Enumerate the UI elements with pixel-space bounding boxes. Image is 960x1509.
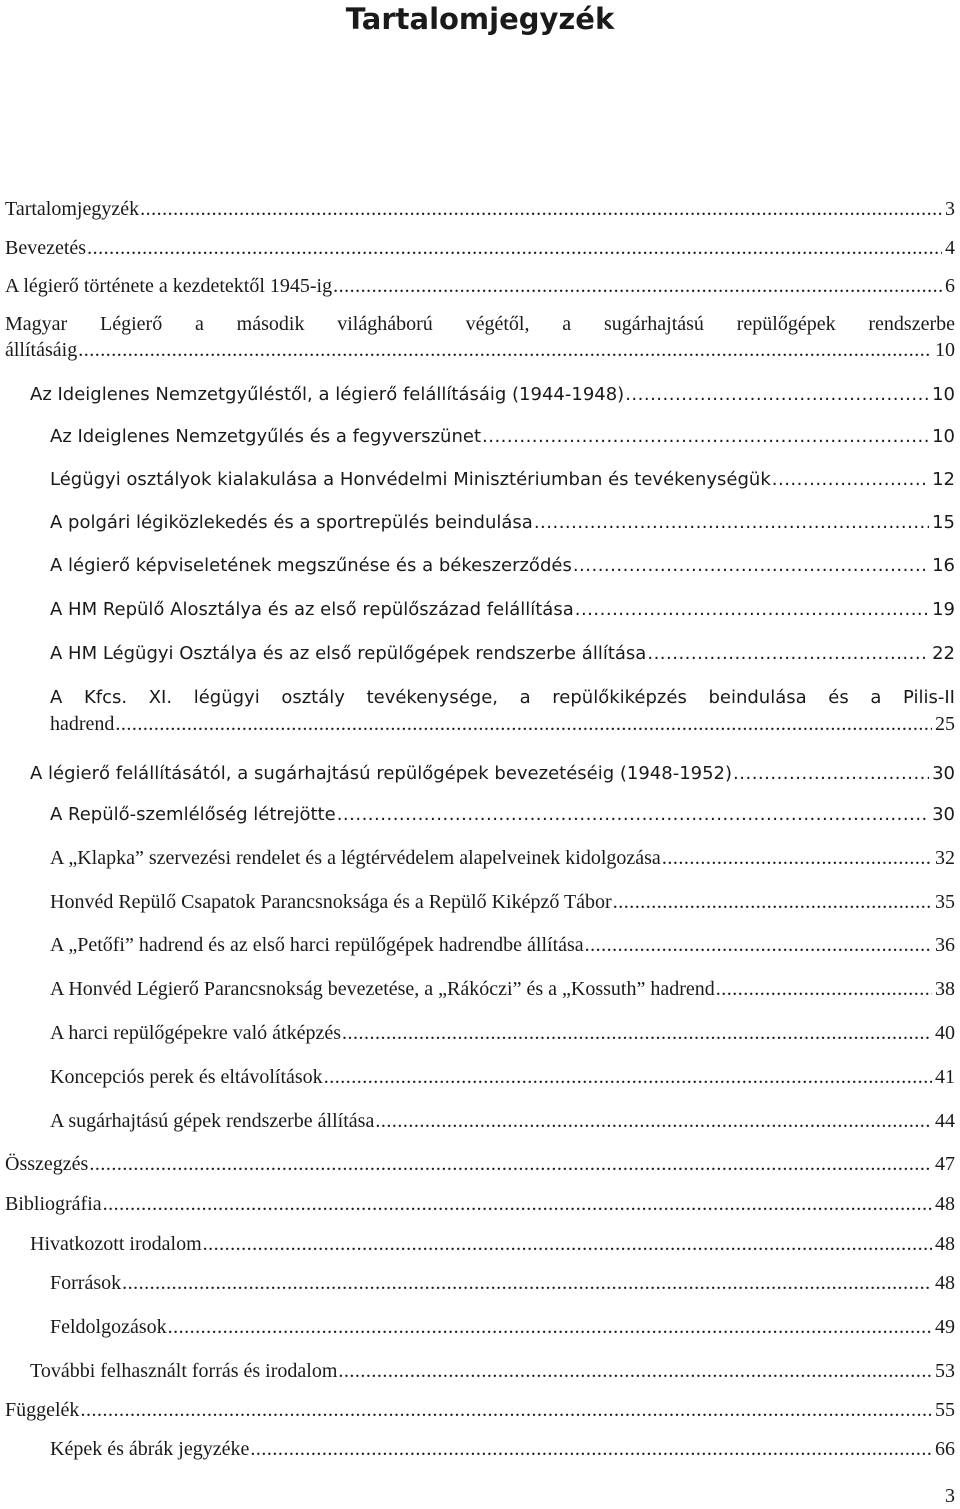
toc-entry-page: 30 xyxy=(932,763,955,784)
toc-entry-title: Honvéd Repülő Csapatok Parancsnoksága és a Repülő Kiképző Tábor xyxy=(50,891,612,913)
toc-entry[interactable] xyxy=(50,845,955,871)
toc-entry-title: A HM Repülő Alosztálya és az első repülőszázad felállítása xyxy=(50,599,574,620)
dot-leader xyxy=(733,761,929,787)
toc-entry-page: 12 xyxy=(932,469,955,490)
toc-entry-page: 35 xyxy=(935,891,955,913)
dot-leader xyxy=(338,1358,932,1384)
dot-leader xyxy=(716,976,932,1002)
toc-entry-title: A „Klapka” szervezési rendelet és a légtérvédelem alapelveinek kidolgozása xyxy=(50,847,661,869)
dot-leader xyxy=(122,1270,932,1296)
toc-entry-title: A Honvéd Légierő Parancsnokság bevezetése, a „Rákóczi” és a „Kossuth” hadrend xyxy=(50,978,715,1000)
toc-entry-title: Légügyi osztályok kialakulása a Honvédelmi Minisztériumban és tevékenységük xyxy=(50,469,771,490)
dot-leader xyxy=(78,337,932,363)
toc-entry[interactable] xyxy=(50,467,955,493)
toc-entry-page: 48 xyxy=(935,1233,955,1255)
toc-entry-page: 22 xyxy=(932,643,955,664)
toc-entry-page: 40 xyxy=(935,1022,955,1044)
dot-leader xyxy=(375,1108,932,1134)
toc-entry-page: 47 xyxy=(935,1153,955,1175)
toc-entry[interactable] xyxy=(50,685,955,737)
dot-leader xyxy=(534,510,929,536)
toc-entry-title: A légierő képviseletének megszűnése és a békeszerződés xyxy=(50,555,572,576)
toc-entry-title: Függelék xyxy=(5,1399,80,1421)
toc-entry-title: A sugárhajtású gépek rendszerbe állítása xyxy=(50,1110,375,1132)
toc-entry-title: A HM Légügyi Osztálya és az első repülőgépek rendszerbe állítása xyxy=(50,643,647,664)
dot-leader xyxy=(625,382,929,408)
toc-entry-page: 19 xyxy=(932,599,955,620)
toc-entry-page: 30 xyxy=(932,804,955,825)
toc-entry-title: Összegzés xyxy=(5,1153,89,1175)
dot-leader xyxy=(613,889,932,915)
toc-entry-title: hadrend xyxy=(50,713,115,735)
dot-leader xyxy=(115,711,932,737)
toc-entry-page: 10 xyxy=(932,384,955,405)
toc-entry[interactable] xyxy=(50,889,955,915)
toc-entry-title-line1: Magyar Légierő a második világháború végétől, a sugárhajtású repülőgépek rendszerbe xyxy=(5,313,955,335)
toc-entry[interactable] xyxy=(5,235,955,261)
toc-entry-title: Feldolgozások xyxy=(50,1316,167,1338)
toc-entry-page: 25 xyxy=(935,713,955,735)
toc-entry-title: Tartalomjegyzék xyxy=(5,198,140,220)
dot-leader xyxy=(168,1314,932,1340)
toc-entry[interactable] xyxy=(50,597,955,623)
dot-leader xyxy=(585,932,932,958)
toc-entry[interactable] xyxy=(50,802,955,828)
dot-leader xyxy=(333,273,942,299)
toc-entry-page: 16 xyxy=(932,555,955,576)
toc-entry-title: A polgári légiközlekedés és a sportrepülés beindulása xyxy=(50,512,533,533)
dot-leader xyxy=(337,802,929,828)
dot-leader xyxy=(250,1436,932,1462)
toc-entry-page: 38 xyxy=(935,978,955,1000)
toc-entry-page: 48 xyxy=(935,1272,955,1294)
toc-entry[interactable] xyxy=(5,273,955,299)
toc-entry-page: 44 xyxy=(935,1110,955,1132)
toc-entry[interactable] xyxy=(50,1270,955,1296)
toc-entry[interactable] xyxy=(50,1314,955,1340)
toc-entry[interactable] xyxy=(30,1231,955,1257)
toc-entry-page: 4 xyxy=(945,237,955,259)
toc-entry-title: Képek és ábrák jegyzéke xyxy=(50,1438,250,1460)
toc-entry-title: A „Petőfi” hadrend és az első harci repülőgépek hadrendbe állítása xyxy=(50,934,584,956)
toc-entry-page: 10 xyxy=(935,339,955,361)
toc-entry[interactable] xyxy=(50,976,955,1002)
dot-leader xyxy=(482,424,929,450)
toc-entry[interactable] xyxy=(30,382,955,408)
toc-entry-title: A légierő felállításától, a sugárhajtású repülőgépek bevezetéséig (1948-1952) xyxy=(30,763,733,784)
toc-entry-title: A Repülő-szemlélőség létrejötte xyxy=(50,804,336,825)
toc-entry-page: 53 xyxy=(935,1360,955,1382)
dot-leader xyxy=(662,845,932,871)
dot-leader xyxy=(87,235,942,261)
dot-leader xyxy=(647,641,929,667)
toc-entry-title: Az Ideiglenes Nemzetgyűlés és a fegyverszünet xyxy=(50,426,482,447)
toc-entry[interactable] xyxy=(5,1151,955,1177)
toc-entry-page: 6 xyxy=(945,275,955,297)
dot-leader xyxy=(103,1191,932,1217)
toc-entry-title: Hivatkozott irodalom xyxy=(30,1233,202,1255)
toc-entry-page: 36 xyxy=(935,934,955,956)
toc-entry[interactable] xyxy=(5,1191,955,1217)
toc-entry-page: 55 xyxy=(935,1399,955,1421)
toc-entry[interactable] xyxy=(5,1397,955,1423)
toc-entry-title: További felhasznált forrás és irodalom xyxy=(30,1360,338,1382)
toc-entry-title: A harci repülőgépekre való átképzés xyxy=(50,1022,341,1044)
toc-entry-title: Koncepciós perek és eltávolítások xyxy=(50,1066,323,1088)
toc-entry-page: 3 xyxy=(945,198,955,220)
dot-leader xyxy=(89,1151,932,1177)
dot-leader xyxy=(140,196,942,222)
toc-entry-title: Az Ideiglenes Nemzetgyűléstől, a légierő felállításáig (1944-1948) xyxy=(30,384,625,405)
toc-entry-title: állításáig xyxy=(5,339,78,361)
toc-entry-page: 41 xyxy=(935,1066,955,1088)
toc-entry-title: A légierő története a kezdetektől 1945-ig xyxy=(5,275,333,297)
toc-entry-page: 15 xyxy=(932,512,955,533)
toc-entry[interactable] xyxy=(50,1436,955,1462)
dot-leader xyxy=(324,1064,932,1090)
toc-entry[interactable] xyxy=(5,196,955,222)
dot-leader xyxy=(203,1231,932,1257)
toc-entry[interactable] xyxy=(50,553,955,579)
toc-entry-page: 66 xyxy=(935,1438,955,1460)
toc-entry[interactable] xyxy=(50,1108,955,1134)
page-number: 3 xyxy=(945,1485,955,1507)
toc-entry[interactable] xyxy=(50,1064,955,1090)
dot-leader xyxy=(575,597,929,623)
toc-entry-page: 49 xyxy=(935,1316,955,1338)
dot-leader xyxy=(772,467,929,493)
toc-entry[interactable] xyxy=(50,1020,955,1046)
toc-entry-title: Bibliográfia xyxy=(5,1193,102,1215)
toc-entry[interactable] xyxy=(50,510,955,536)
toc-entry[interactable] xyxy=(30,1358,955,1384)
dot-leader xyxy=(573,553,929,579)
toc-entry-title: Források xyxy=(50,1272,122,1294)
toc-entry-page: 10 xyxy=(932,426,955,447)
toc-entry-page: 32 xyxy=(935,847,955,869)
toc-entry-title: Bevezetés xyxy=(5,237,87,259)
toc-entry[interactable] xyxy=(50,424,955,450)
toc-entry[interactable] xyxy=(5,311,955,363)
dot-leader xyxy=(80,1397,932,1423)
toc-entry-page: 48 xyxy=(935,1193,955,1215)
toc-entry-title-line1: A Kfcs. XI. légügyi osztály tevékenysége, a repülőkiképzés beindulása és a Pilis-II xyxy=(50,687,955,708)
page-title: Tartalomjegyzék xyxy=(345,2,615,36)
toc-entry[interactable] xyxy=(50,641,955,667)
dot-leader xyxy=(342,1020,932,1046)
toc-entry[interactable] xyxy=(50,932,955,958)
toc-entry[interactable] xyxy=(30,761,955,787)
